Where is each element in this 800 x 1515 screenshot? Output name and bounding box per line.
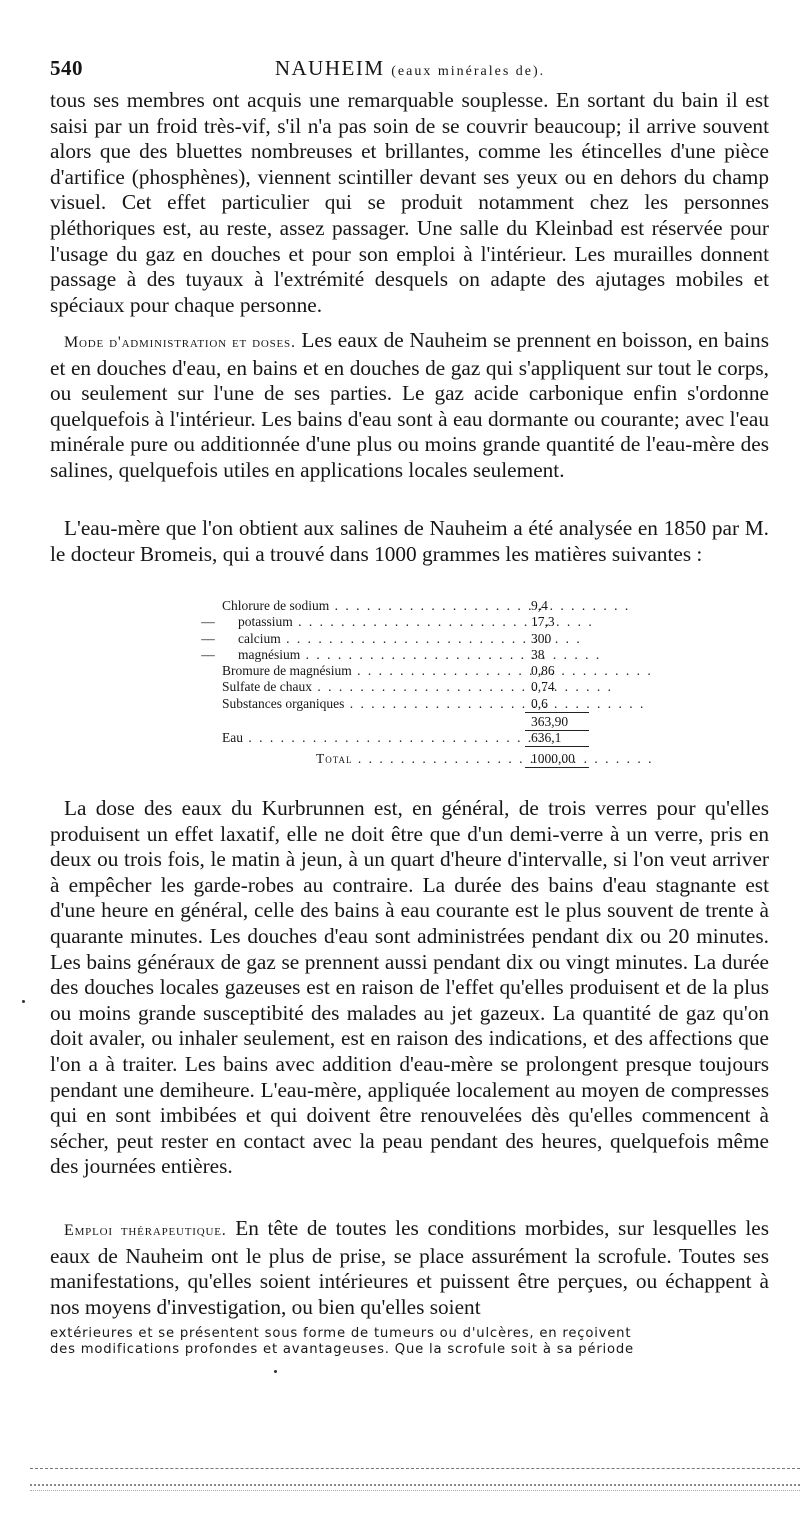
ditto-dash: — xyxy=(201,630,215,646)
paragraph-eau-mere xyxy=(50,516,769,567)
table-row xyxy=(201,630,602,647)
small-print-continuation xyxy=(50,1326,770,1358)
water-value: 636,1 xyxy=(525,730,589,747)
paragraph-text: Les eaux de Nauheim se prennent en boisson, en bains et en douches d'eau, en bains et en douches de gaz qui s'appliquent sur tout le corps, ou seulement sur l'une de ses parties. Le gaz acide carbonique enfin s'ordonne quelquefois à l'intérieur. Les bains d'eau sont à eau dormante ou courante; avec l'eau minérale pure ou additionnée d'une plus ou moins grande quantité de l'eau-mère des salines, quelquefois utiles en applications locales seulement. xyxy=(50,328,769,482)
water-label: Eau . . . xyxy=(222,730,517,746)
table-row xyxy=(222,663,602,679)
row-value: 0,74 xyxy=(531,679,555,695)
row-label: Chlorure de sodium . . . xyxy=(222,598,522,614)
bottom-rule xyxy=(30,1468,800,1469)
paragraph-administration xyxy=(50,328,769,484)
paragraph-text: La dose des eaux du Kurbrunnen est, en général, de trois verres pour qu'elles produisent un effet laxatif, elle ne doit être que d'un demi-verre à un verre, pris en deux ou trois fois, le matin à jeun, à un quart d'heure d'intervalle, si l'on veut arriver à empêcher les garde-robes au contraire. La durée des bains d'eau stagnante est d'une heure en général, celle des bains à eau courante est le plus souvent de trente à quarante minutes. Les douches d'eau sont administrées pendant dix ou 20 minutes. Les bains généraux de gaz se prennent aussi pendant dix ou vingt minutes. La durée des douches locales gazeuses est en raison de l'effet qu'elles produisent et de la plus ou moins grande susceptibité des malades au jet gazeux. La quantité de gaz qu'on doit avaler, ou inhaler seulement, est en raison des indications, et des affections que l'on a à traiter. Les bains avec addition d'eau-mère se prolongent presque toujours pendant une demiheure. L'eau-mère, appliquée localement au moyen de compresses qui en sont imbibées et qui doivent être renouvelées dès qu'elles commencent à sécher, peut rester en contact avec la peau pendant des heures, quelquefois même des journées entières. xyxy=(50,796,769,1179)
table-row xyxy=(222,696,602,712)
table-row xyxy=(222,598,602,614)
row-label: Bromure de magnésium . . . xyxy=(222,663,522,679)
bottom-rule xyxy=(30,1490,800,1491)
table-row xyxy=(222,679,602,695)
row-value: 0,86 xyxy=(531,663,555,679)
row-value: 17,3 xyxy=(531,614,555,630)
row-label: magnésium . . . xyxy=(238,647,601,662)
row-label: calcium . . . xyxy=(238,631,582,646)
print-speck xyxy=(274,1370,277,1373)
row-label: Sulfate de chaux . . . xyxy=(222,679,522,695)
bottom-rule xyxy=(30,1484,800,1486)
paragraph-continuation xyxy=(50,88,769,318)
total-label: Total . . . xyxy=(316,751,654,766)
water-row xyxy=(222,730,602,746)
section-heading-administration: Mode d'administration et doses. xyxy=(64,334,296,351)
row-value: 9,4 xyxy=(531,598,548,613)
ditto-dash: — xyxy=(201,614,215,630)
paragraph-text: En tête de toutes les conditions morbides, sur lesquelles les eaux de Nauheim ont le plus de prise, se place assurément la scrofule. Toutes ses manifestations, qu'elles soient intérieures et puissent être perçues, ou échappent à nos moyens d'investigation, ou bien qu'elles soient xyxy=(50,1216,770,1319)
paragraph-text: L'eau-mère que l'on obtient aux salines de Nauheim a été analysée en 1850 par M. le docteur Bromeis, qui a trouvé dans 1000 grammes les matières suivantes : xyxy=(50,516,769,566)
running-title xyxy=(50,56,770,81)
paragraph-dosage xyxy=(50,796,769,1180)
row-label: Substances organiques . . . xyxy=(222,696,522,712)
row-label: potassium . . . xyxy=(238,614,594,629)
running-title-main: NAUHEIM xyxy=(274,56,385,80)
print-speck xyxy=(22,1000,25,1003)
paragraph-text: tous ses membres ont acquis une remarquable souplesse. En sortant du bain il est saisi par un froid très-vif, s'il n'a pas soin de se couvrir beaucoup; il arrive souvent alors que des bluettes nombreuses et brillantes, comme les étincelles d'une pièce d'artifice (phosphènes), viennent scintiller devant ses yeux ou en dehors du champ visuel. Cet effet particulier qui se produit notamment chez les personnes pléthoriques est, au reste, assez passager. Une salle du Kleinbad est réservée pour l'usage du gaz en douches et pour son emploi à l'intérieur. Les murailles donnent passage à des tuyaux à l'extrémité desquels on adapte des ajutages mobiles et spéciaux pour chaque personne. xyxy=(50,88,769,317)
row-value: 0,6 xyxy=(525,696,589,713)
paragraph-therapeutic xyxy=(50,1216,769,1320)
page-header xyxy=(50,56,770,84)
total-value: 1000,00 xyxy=(525,751,589,768)
row-value: 38 xyxy=(531,646,545,662)
analysis-table xyxy=(201,598,602,768)
running-title-paren: (eaux minérales de). xyxy=(391,64,546,79)
subtotal-row xyxy=(222,712,602,730)
subtotal-value: 363,90 xyxy=(525,714,589,731)
ditto-dash: — xyxy=(201,646,215,662)
small-print-line: des modifications profondes et avantageuses. Que la scrofule soit à sa période xyxy=(50,1342,634,1357)
row-value: 300 xyxy=(531,630,552,646)
section-heading-therapeutic: Emploi thérapeutique. xyxy=(64,1222,227,1239)
table-row xyxy=(201,614,602,630)
small-print-line: extérieures et se présentent sous forme de tumeurs ou d'ulcères, en reçoivent xyxy=(50,1326,632,1341)
total-row xyxy=(222,746,602,768)
page-number: 540 xyxy=(50,56,83,80)
table-row xyxy=(201,646,602,663)
